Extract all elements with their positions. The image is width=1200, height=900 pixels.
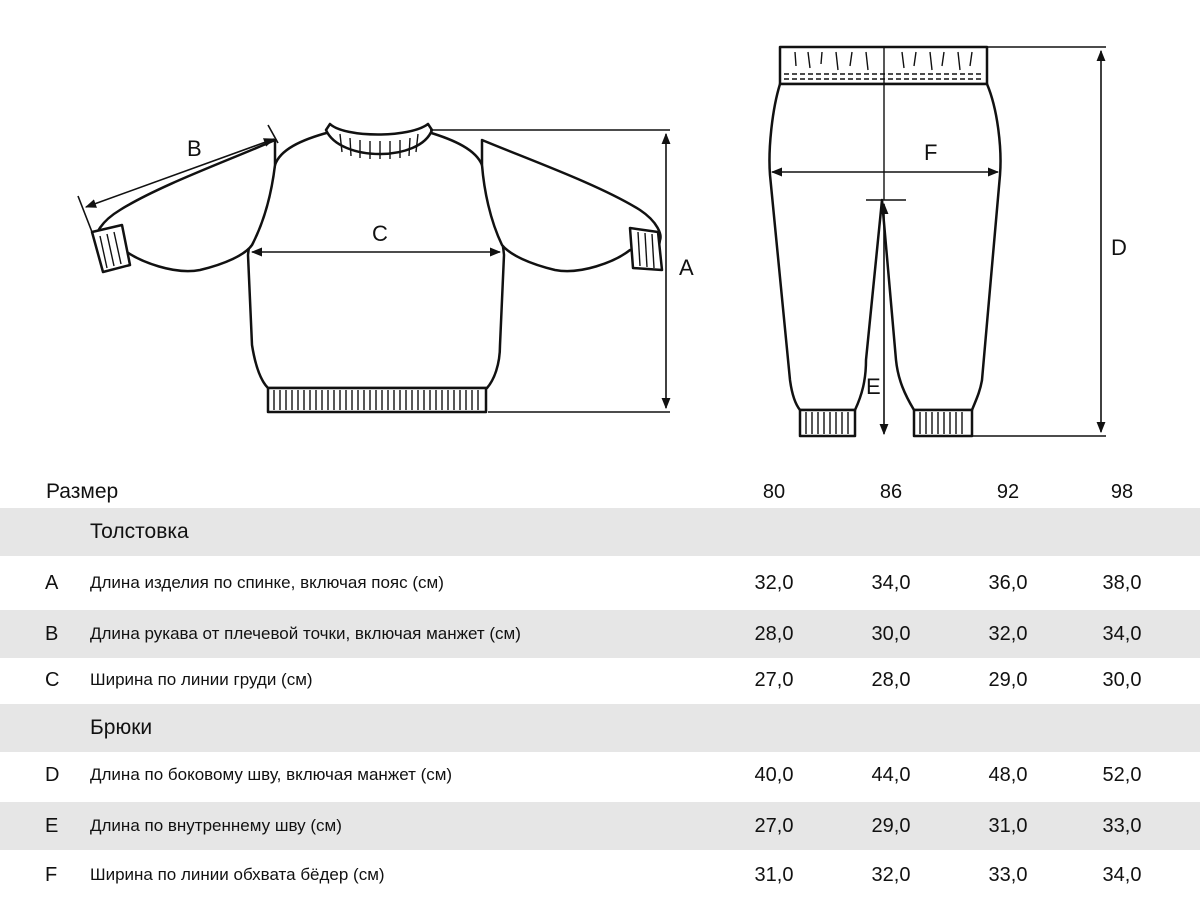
row-value: 31,0 [754, 864, 794, 886]
section-row-sweatshirt [0, 508, 1200, 556]
label-f: F [924, 140, 938, 165]
row-value: 28,0 [871, 669, 911, 691]
row-value: 29,0 [988, 669, 1028, 691]
row-letter: B [45, 623, 59, 645]
row-value: 40,0 [754, 764, 794, 786]
pants-left-cuff [800, 410, 855, 436]
row-letter: A [45, 572, 59, 594]
row-value: 30,0 [871, 623, 911, 645]
sweatshirt-body [248, 132, 504, 388]
row-letter: C [45, 669, 60, 691]
row-value: 38,0 [1102, 572, 1142, 594]
row-value: 29,0 [871, 815, 911, 837]
row-value: 31,0 [988, 815, 1028, 837]
header-label: Размер [46, 480, 119, 503]
row-description: Длина по боковому шву, включая манжет (см) [90, 765, 453, 784]
row-value: 34,0 [871, 572, 911, 594]
row-value: 32,0 [988, 623, 1028, 645]
table-row [0, 751, 1200, 799]
label-d: D [1111, 235, 1127, 260]
label-b: B [187, 136, 202, 161]
row-description: Ширина по линии груди (см) [90, 670, 313, 689]
row-value: 33,0 [1102, 815, 1142, 837]
size-header: 98 [1110, 481, 1134, 503]
sweatshirt-left-cuff [92, 225, 130, 272]
table-row [0, 610, 1200, 658]
row-value: 28,0 [754, 623, 794, 645]
label-a: A [679, 255, 694, 280]
label-c: C [372, 221, 388, 246]
row-description: Длина рукава от плечевой точки, включая манжет (см) [90, 624, 521, 643]
row-letter: F [45, 864, 58, 886]
size-header: 86 [879, 481, 903, 503]
section-title: Брюки [90, 716, 153, 739]
row-value: 36,0 [988, 572, 1028, 594]
row-description: Ширина по линии обхвата бёдер (см) [90, 865, 385, 884]
row-letter: E [45, 815, 59, 837]
row-description: Длина по внутреннему шву (см) [90, 816, 342, 835]
row-value: 34,0 [1102, 864, 1142, 886]
size-header: 80 [762, 481, 786, 503]
row-value: 52,0 [1102, 764, 1142, 786]
row-value: 32,0 [871, 864, 911, 886]
pants-drawing [769, 47, 1000, 436]
table-row [0, 851, 1200, 899]
row-value: 48,0 [988, 764, 1028, 786]
table-row [0, 656, 1200, 704]
row-value: 44,0 [871, 764, 911, 786]
row-value: 30,0 [1102, 669, 1142, 691]
pants-body [769, 84, 1000, 410]
pants-right-cuff [914, 410, 972, 436]
section-title: Толстовка [90, 520, 189, 543]
row-value: 27,0 [754, 669, 794, 691]
label-e: E [866, 374, 881, 399]
row-value: 34,0 [1102, 623, 1142, 645]
row-value: 27,0 [754, 815, 794, 837]
row-value: 32,0 [754, 572, 794, 594]
row-letter: D [45, 764, 60, 786]
table-row [0, 802, 1200, 850]
section-row-pants [0, 704, 1200, 752]
sweatshirt-drawing [92, 124, 662, 412]
size-header: 92 [996, 481, 1020, 503]
row-value: 33,0 [988, 864, 1028, 886]
table-row [0, 559, 1200, 607]
row-description: Длина изделия по спинке, включая пояс (см) [90, 573, 444, 592]
